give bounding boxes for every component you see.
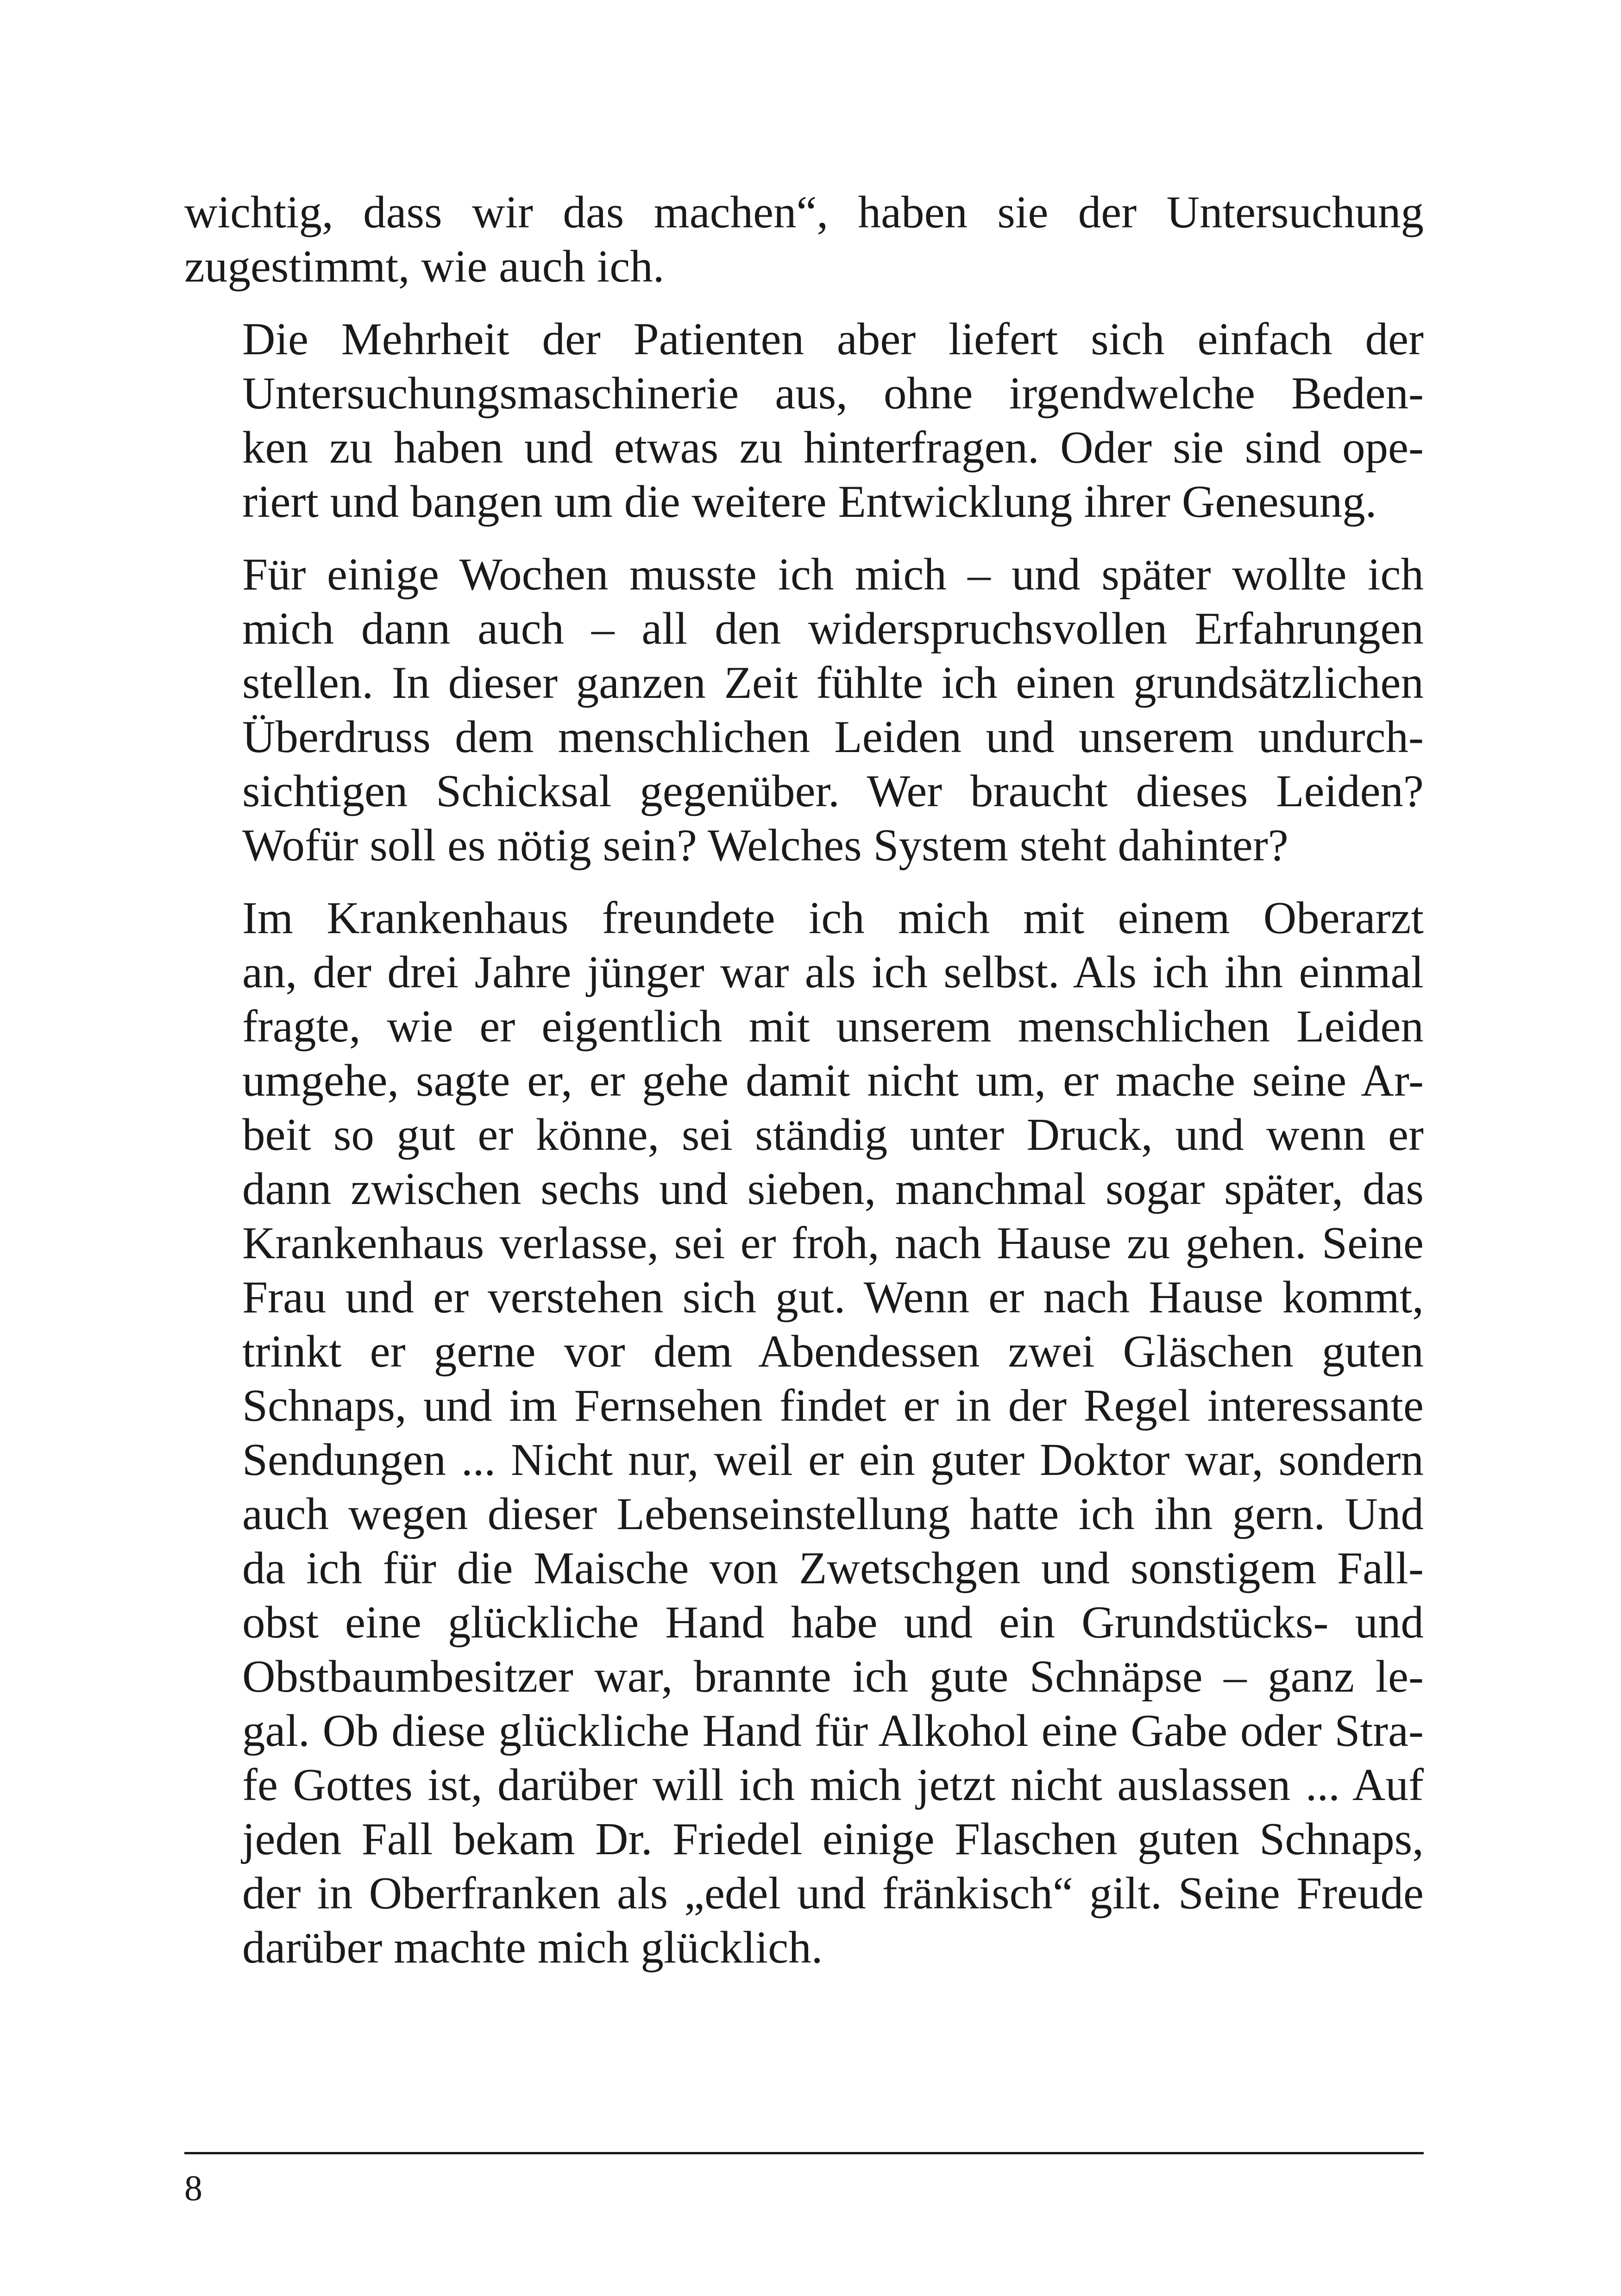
text-line: Frau und er verstehen sich gut. Wenn er nach Hause kommt, bbox=[242, 1272, 1424, 1323]
page-number: 8 bbox=[184, 2168, 202, 2208]
body-text bbox=[184, 185, 1424, 1993]
paragraph bbox=[184, 185, 1424, 294]
text-line: jeden Fall bekam Dr. Friedel einige Flaschen guten Schnaps, bbox=[242, 1814, 1424, 1864]
text-line: Die Mehrheit der Patienten aber liefert sich einfach der bbox=[242, 314, 1424, 364]
paragraph bbox=[184, 312, 1424, 529]
text-line: an, der drei Jahre jünger war als ich selbst. Als ich ihn einmal bbox=[242, 947, 1424, 997]
text-line: Obstbaumbesitzer war, brannte ich gute Schnäpse – ganz le- bbox=[242, 1651, 1424, 1702]
text-line: sichtigen Schicksal gegenüber. Wer braucht dieses Leiden? bbox=[242, 766, 1424, 816]
text-line: dann zwischen sechs und sieben, manchmal sogar später, das bbox=[242, 1164, 1424, 1214]
text-line: Im Krankenhaus freundete ich mich mit einem Oberarzt bbox=[242, 893, 1424, 943]
text-line: beit so gut er könne, sei ständig unter Druck, und wenn er bbox=[242, 1110, 1424, 1160]
text-line: umgehe, sagte er, er gehe damit nicht um, er mache seine Ar- bbox=[242, 1055, 1424, 1106]
text-line: Schnaps, und im Fernsehen findet er in der Regel interessante bbox=[242, 1380, 1424, 1431]
text-line: Wofür soll es nötig sein? Welches System steht dahinter? bbox=[242, 820, 1288, 871]
text-line: trinkt er gerne vor dem Abendessen zwei Gläschen guten bbox=[242, 1326, 1424, 1377]
text-line: fragte, wie er eigentlich mit unserem menschlichen Leiden bbox=[242, 1001, 1424, 1052]
text-line: ken zu haben und etwas zu hinterfragen. Oder sie sind ope- bbox=[242, 422, 1424, 473]
text-line: Krankenhaus verlasse, sei er froh, nach Hause zu gehen. Seine bbox=[242, 1218, 1424, 1268]
text-line: fe Gottes ist, darüber will ich mich jetzt nicht auslassen ... Auf bbox=[242, 1760, 1424, 1810]
text-line: Überdruss dem menschlichen Leiden und unserem undurch- bbox=[242, 712, 1424, 762]
text-line: zugestimmt, wie auch ich. bbox=[184, 241, 665, 292]
text-line: obst eine glückliche Hand habe und ein Grundstücks- und bbox=[242, 1597, 1424, 1648]
footer-rule bbox=[184, 2152, 1424, 2154]
text-line: Für einige Wochen musste ich mich – und später wollte ich bbox=[242, 549, 1424, 600]
text-line: Untersuchungsmaschinerie aus, ohne irgendwelche Beden- bbox=[242, 368, 1424, 419]
text-line: darüber machte mich glücklich. bbox=[242, 1922, 823, 1973]
text-line: auch wegen dieser Lebenseinstellung hatte ich ihn gern. Und bbox=[242, 1489, 1424, 1539]
paragraph bbox=[184, 547, 1424, 872]
text-line: riert und bangen um die weitere Entwicklung ihrer Genesung. bbox=[242, 477, 1377, 527]
text-line: der in Oberfranken als „edel und fränkisch“ gilt. Seine Freude bbox=[242, 1868, 1424, 1919]
text-line: wichtig, dass wir das machen“, haben sie der Untersuchung bbox=[184, 187, 1424, 238]
text-line: gal. Ob diese glückliche Hand für Alkohol eine Gabe oder Stra- bbox=[242, 1706, 1424, 1756]
text-line: mich dann auch – all den widerspruchsvollen Erfahrungen bbox=[242, 603, 1424, 654]
text-line: Sendungen ... Nicht nur, weil er ein guter Doktor war, sondern bbox=[242, 1435, 1424, 1485]
text-line: stellen. In dieser ganzen Zeit fühlte ich einen grundsätzlichen bbox=[242, 658, 1424, 708]
paragraph bbox=[184, 891, 1424, 1975]
text-line: da ich für die Maische von Zwetschgen und sonstigem Fall- bbox=[242, 1543, 1424, 1593]
